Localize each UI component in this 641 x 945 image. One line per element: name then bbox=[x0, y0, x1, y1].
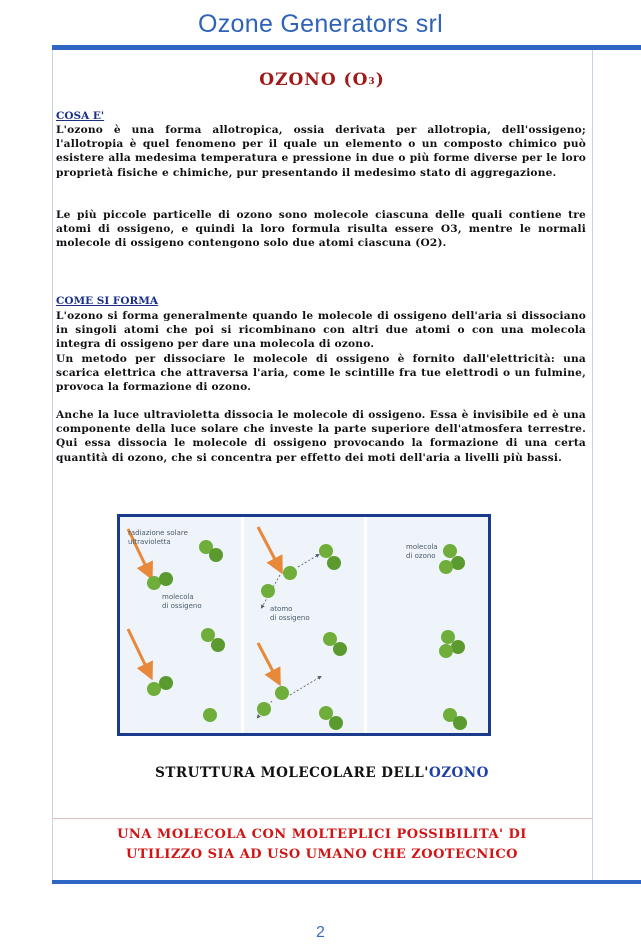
frame-right-border bbox=[592, 50, 593, 880]
oxygen-molecule-icon bbox=[319, 544, 341, 570]
banner-rule bbox=[52, 818, 592, 819]
label-oxygen-atom: atomo di ossigeno bbox=[270, 605, 310, 622]
banner-line-2: UTILIZZO SIA AD USO UMANO CHE ZOOTECNICO bbox=[126, 847, 518, 862]
promo-banner bbox=[52, 825, 592, 865]
paragraph-cosa-e-2: Le più piccole particelle di ozono sono molecole ciascuna delle quali contiene tre atomi di ossigeno, e quindi la loro formula risulta essere O3, mentre le normali molecole di ossigeno contengono solo due atomi ciascuna (O2). bbox=[56, 209, 586, 250]
document-title-text: OZONO (O bbox=[259, 70, 369, 90]
oxygen-molecule-icon bbox=[203, 708, 217, 722]
paragraph-cosa-e-1: L'ozono è una forma allotropica, ossia derivata per allotropia, dell'ossigeno; l'allotropia è quel fenomeno per il quale un elemento o un composto chimico può esistere alla medesima temperatura e pressione in due o più forme diverse per le loro proprietà fisiche e chimiche, pur presentando il medesimo stato di aggregazione. bbox=[56, 124, 586, 179]
oxygen-molecule-icon bbox=[147, 676, 173, 696]
oxygen-molecule-icon bbox=[147, 572, 173, 590]
caption-main: STRUTTURA MOLECOLARE DELL' bbox=[155, 765, 429, 781]
document-title-close: ) bbox=[375, 70, 385, 90]
oxygen-molecule-icon bbox=[323, 632, 347, 656]
section-heading-come-si-forma: COME SI FORMA bbox=[56, 295, 159, 307]
document-title bbox=[52, 70, 592, 90]
section-heading-cosa-e: COSA E' bbox=[56, 110, 105, 122]
label-ozone-molecule: molecola di ozono bbox=[406, 543, 438, 560]
header-title: Ozone Generators srl bbox=[198, 10, 443, 38]
uv-arrow-icon bbox=[258, 643, 278, 681]
paragraph-come-si-forma-3: Anche la luce ultravioletta dissocia le molecole di ossigeno. Essa è invisibile ed è una componente della luce solare che investe la parte superiore dell'atmosfera terrestre. Qui essa dissocia le molecole di ossigeno provocando la formazione di una certa quantità di ozono, che si concentra per effetto dei moti dell'aria a livelli più bassi. bbox=[56, 409, 586, 464]
label-uv-radiation: radiazione solare ultravioletta bbox=[128, 529, 188, 546]
caption-accent: OZONO bbox=[428, 765, 489, 781]
paragraph-come-si-forma-1: L'ozono si forma generalmente quando le molecole di ossigeno dell'aria si dissociano in singoli atomi che poi si ricombinano con altri due atomi o con una molecola integra di ossigeno per dare una molecola di ozono. bbox=[56, 310, 586, 351]
ozone-molecule-icon bbox=[443, 708, 467, 730]
oxygen-atom-icon bbox=[257, 702, 271, 716]
footer-rule bbox=[52, 880, 641, 884]
ozone-molecule-icon bbox=[439, 544, 465, 574]
oxygen-atom-icon bbox=[283, 566, 297, 580]
oxygen-molecule-icon bbox=[199, 540, 223, 562]
molecular-diagram bbox=[117, 514, 491, 736]
banner-line-1: UNA MOLECOLA CON MOLTEPLICI POSSIBILITA' DI bbox=[117, 827, 527, 842]
paragraph-come-si-forma-2: Un metodo per dissociare le molecole di ossigeno è fornito dall'elettricità: una scarica elettrica che attraversa l'aria, come le scintille fra tue elettrodi o un fulmine, provoca la formazione di ozono. bbox=[56, 353, 586, 394]
figure-caption bbox=[52, 765, 592, 781]
oxygen-atom-icon bbox=[275, 686, 289, 700]
label-oxygen-molecule: molecola di ossigeno bbox=[162, 593, 202, 610]
ozone-molecule-icon bbox=[439, 630, 465, 658]
uv-arrow-icon bbox=[258, 527, 280, 569]
oxygen-atom-icon bbox=[261, 584, 275, 598]
document-title-subscript: 3 bbox=[368, 77, 376, 87]
header-rule bbox=[52, 45, 641, 50]
oxygen-molecule-icon bbox=[201, 628, 225, 652]
frame-left-border bbox=[52, 50, 53, 880]
uv-arrow-icon bbox=[128, 629, 150, 675]
oxygen-molecule-icon bbox=[319, 706, 343, 730]
page-number: 2 bbox=[316, 924, 325, 941]
